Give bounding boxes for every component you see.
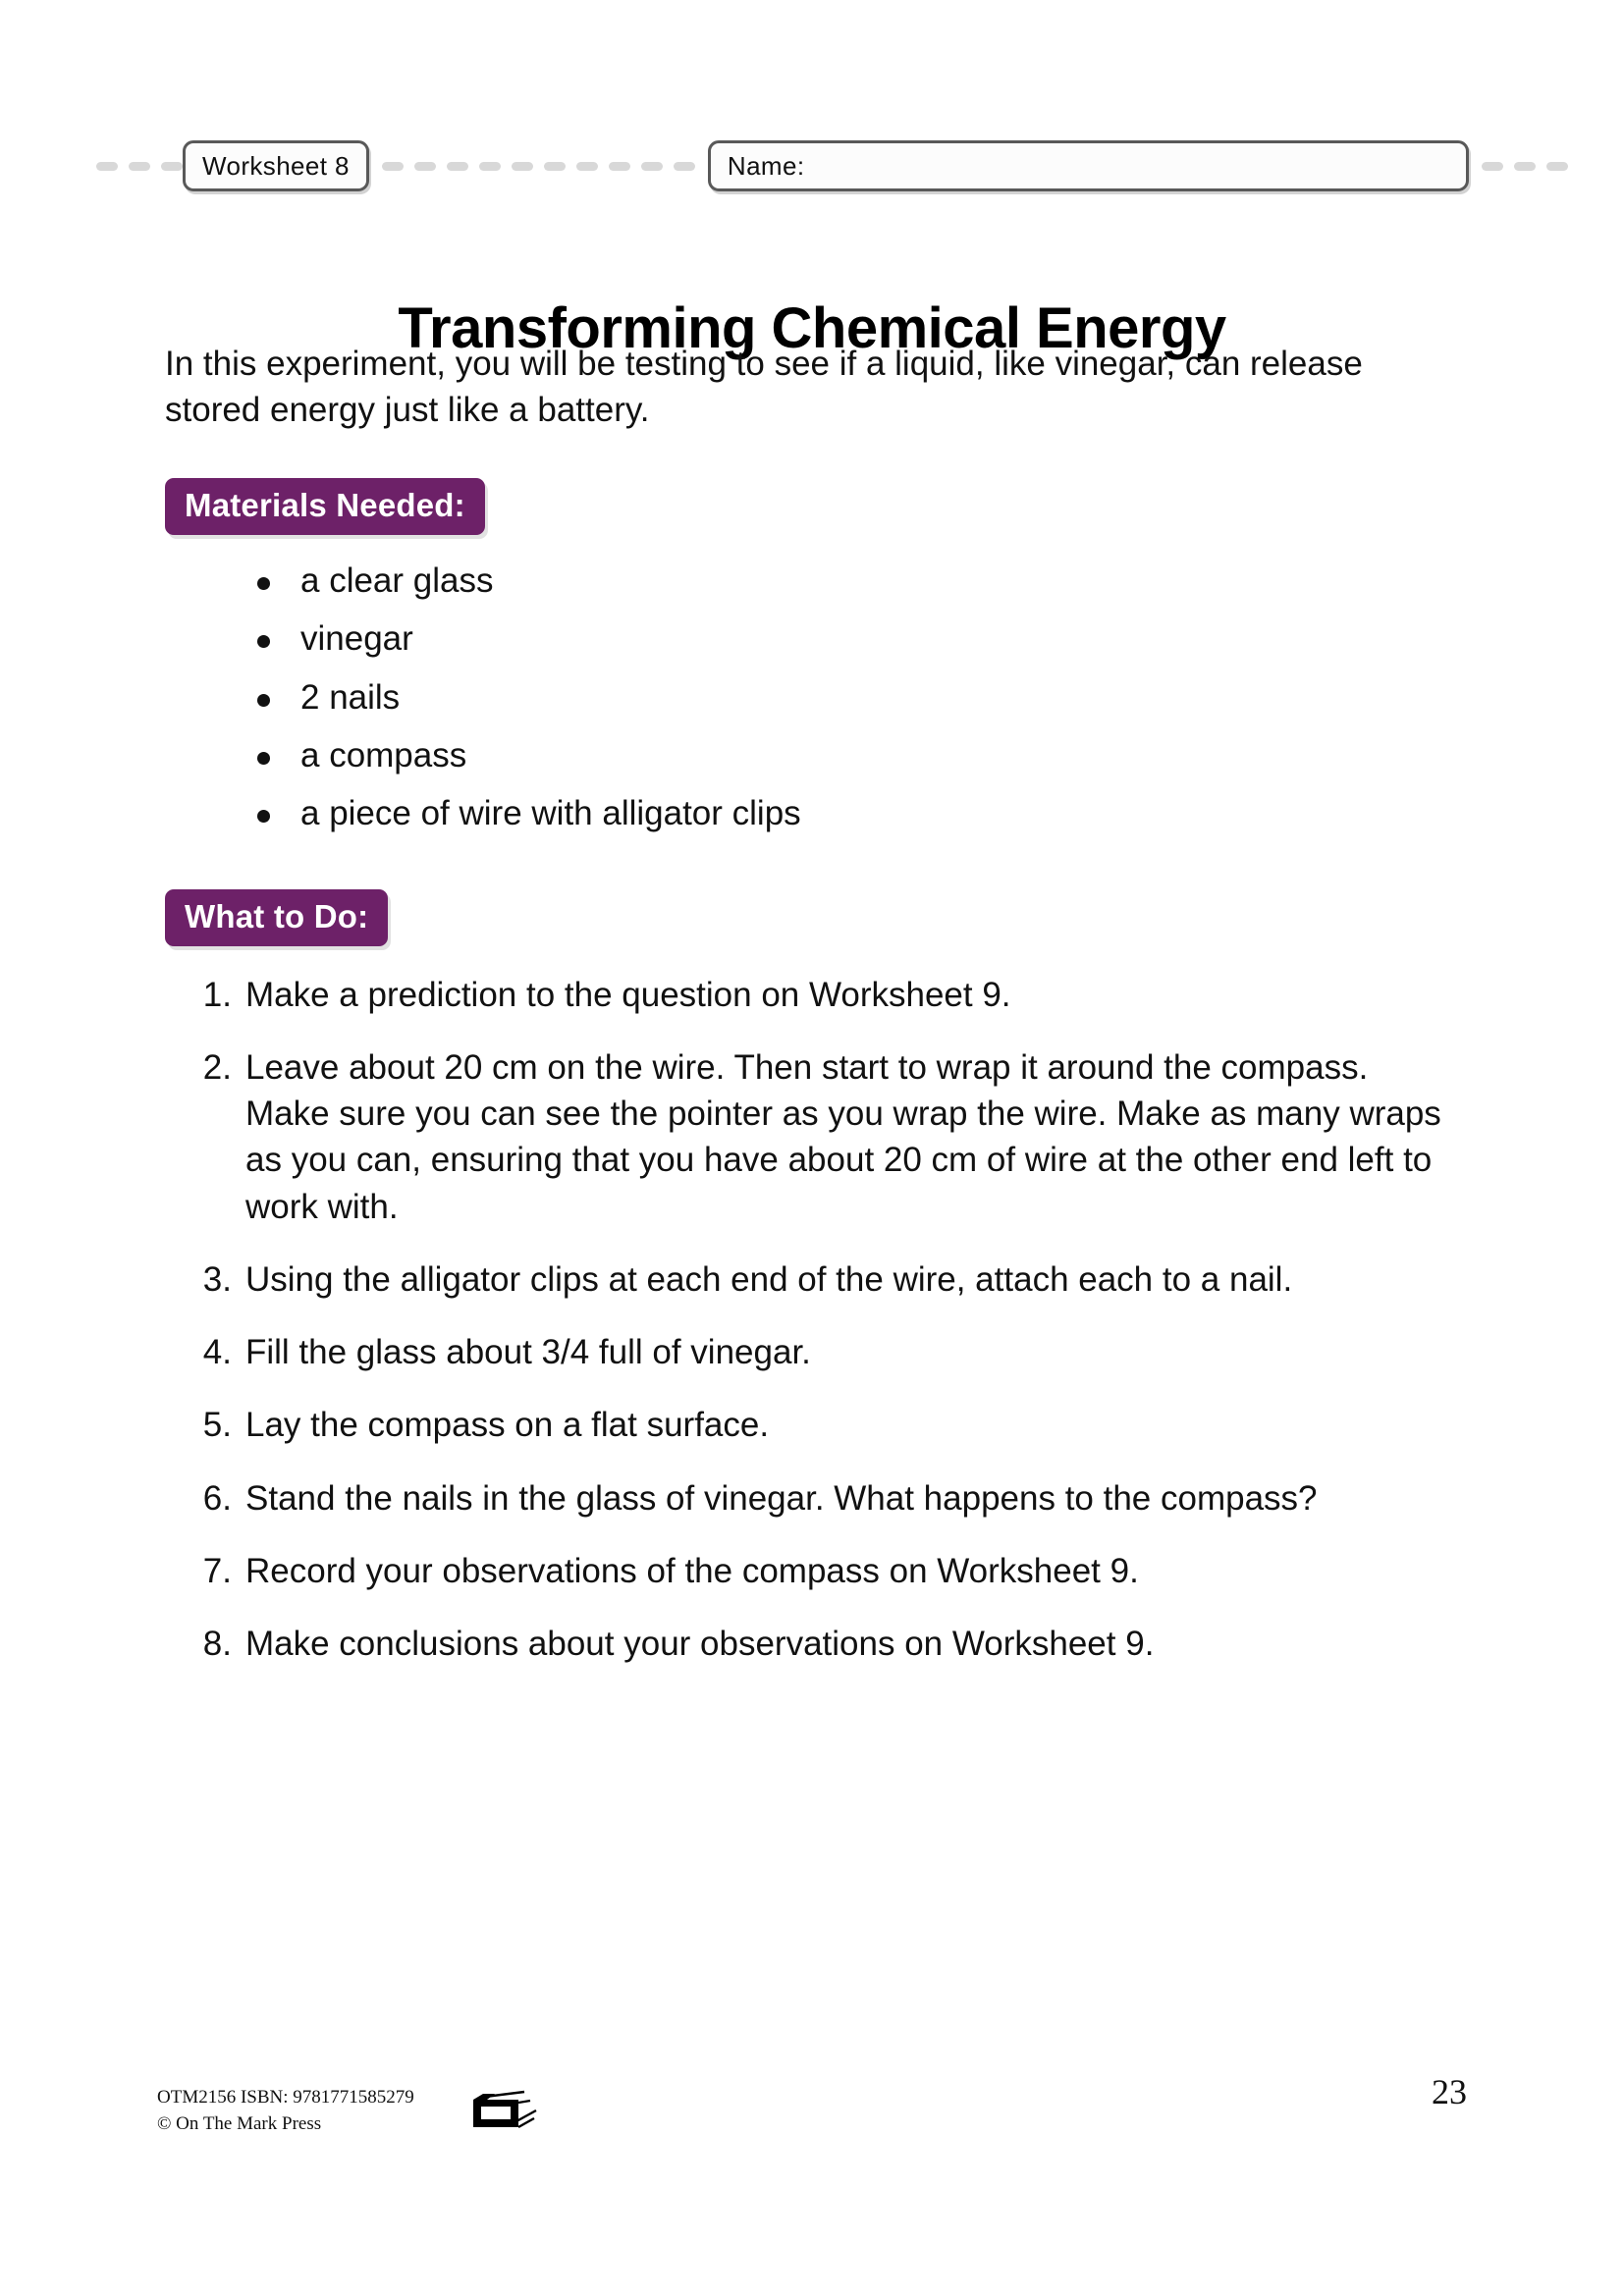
- dash-segment: [96, 162, 118, 171]
- dash-segment: [1546, 162, 1568, 171]
- dash-segment: [641, 162, 663, 171]
- dash-segment: [382, 162, 404, 171]
- list-item: Make conclusions about your observations on Worksheet 9.: [245, 1625, 1155, 1664]
- student-name-field[interactable]: [708, 140, 1469, 191]
- dash-segment: [1482, 162, 1503, 171]
- list-item: 2 nails: [244, 677, 1461, 718]
- list-item: Leave about 20 cm on the wire. Then start to wrap it around the compass. Make sure you can see the pointer as you wrap the wire. Make as many wraps as you can, ensuring that you have about 20 cm of wire at the other end left to work with.: [245, 1047, 1441, 1226]
- materials-needed-heading: Materials Needed:: [165, 478, 485, 535]
- dashed-rule-left: [96, 162, 183, 171]
- page-title: Transforming Chemical Energy: [398, 295, 1226, 360]
- dashed-rule-middle: [382, 162, 695, 171]
- list-item: Stand the nails in the glass of vinegar. What happens to the compass?: [245, 1478, 1318, 1518]
- instructions-list: [165, 972, 1461, 1668]
- list-item: a compass: [244, 735, 1461, 775]
- dash-segment: [129, 162, 150, 171]
- list-item: Fill the glass about 3/4 full of vinegar.: [245, 1333, 811, 1372]
- dash-segment: [609, 162, 630, 171]
- page-number: 23: [1432, 2072, 1467, 2111]
- dashed-rule-right: [1482, 162, 1568, 171]
- list-item: a piece of wire with alligator clips: [244, 793, 1461, 833]
- dash-segment: [544, 162, 566, 171]
- what-to-do-heading-row: [165, 889, 1461, 946]
- page-header: [0, 135, 1624, 196]
- what-to-do-heading: What to Do:: [165, 889, 388, 946]
- intro-paragraph: In this experiment, you will be testing to see if a liquid, like vinegar, can release stored energy just like a battery.: [165, 345, 1363, 429]
- worksheet-content: [165, 342, 1461, 1667]
- footer-copyright-line: © On The Mark Press: [157, 2112, 322, 2134]
- list-item: a clear glass: [244, 561, 1461, 601]
- list-item: vinegar: [244, 618, 1461, 659]
- list-item: Record your observations of the compass on Worksheet 9.: [245, 1551, 1139, 1590]
- dash-segment: [161, 162, 183, 171]
- worksheet-number-box: [183, 140, 369, 191]
- dash-segment: [447, 162, 468, 171]
- dash-segment: [576, 162, 598, 171]
- dash-segment: [512, 162, 533, 171]
- materials-heading-row: [165, 478, 1461, 535]
- student-name-label: Name:: [727, 150, 805, 181]
- dash-segment: [674, 162, 695, 171]
- list-item: Make a prediction to the question on Worksheet 9.: [245, 975, 1011, 1014]
- footer-isbn-line: OTM2156 ISBN: 9781771585279: [157, 2087, 414, 2108]
- dash-segment: [414, 162, 436, 171]
- list-item: Using the alligator clips at each end of the wire, attach each to a nail.: [245, 1259, 1293, 1299]
- dash-segment: [1514, 162, 1536, 171]
- materials-list: [165, 561, 1461, 833]
- dash-segment: [479, 162, 501, 171]
- list-item: Lay the compass on a flat surface.: [245, 1406, 770, 1445]
- worksheet-number-label: Worksheet 8: [202, 150, 350, 181]
